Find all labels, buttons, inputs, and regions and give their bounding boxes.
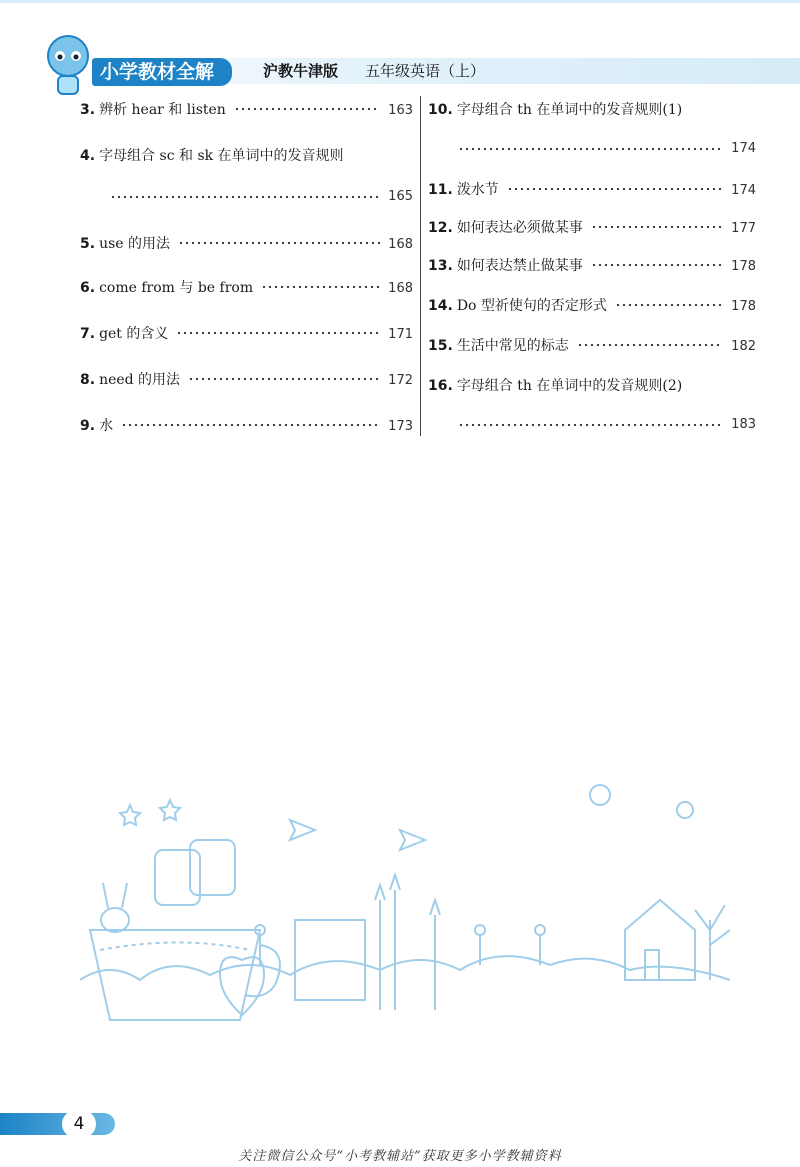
leader-dots bbox=[458, 422, 723, 428]
toc-entry[interactable] bbox=[80, 233, 413, 253]
toc-entry[interactable] bbox=[428, 295, 756, 315]
toc-entry[interactable] bbox=[80, 369, 413, 389]
toc-entry[interactable] bbox=[428, 179, 756, 199]
entry-number: 3. bbox=[80, 102, 96, 118]
entry-title: 如何表达禁止做某事 bbox=[456, 258, 583, 274]
leader-dots bbox=[458, 146, 723, 152]
entry-number: 14. bbox=[428, 298, 453, 314]
toc-entry[interactable] bbox=[428, 255, 756, 275]
toc-entry[interactable] bbox=[428, 375, 756, 395]
edition-label: 沪教牛津版 bbox=[263, 62, 339, 80]
entry-title: get 的含义 bbox=[99, 326, 169, 342]
entry-number: 4. bbox=[80, 148, 96, 164]
entry-page: 173 bbox=[388, 419, 413, 434]
stars-icon bbox=[120, 785, 693, 825]
plane-icon bbox=[290, 820, 425, 850]
entry-number: 13. bbox=[428, 258, 453, 274]
entry-page: 168 bbox=[388, 237, 413, 252]
entry-title: Do 型祈使句的否定形式 bbox=[456, 298, 607, 314]
entry-number: 11. bbox=[428, 182, 453, 198]
header-top-line bbox=[0, 0, 800, 3]
leader-dots bbox=[234, 106, 380, 112]
entry-page: 163 bbox=[388, 103, 413, 118]
leader-dots bbox=[507, 186, 723, 192]
entry-number: 6. bbox=[80, 280, 96, 296]
entry-page: 178 bbox=[731, 259, 756, 274]
entry-number: 5. bbox=[80, 236, 96, 252]
leader-dots bbox=[176, 330, 380, 336]
entry-title: 水 bbox=[99, 418, 114, 434]
toc-entry[interactable] bbox=[80, 145, 413, 165]
footer-band bbox=[0, 1113, 115, 1135]
toc-entry-continuation[interactable] bbox=[428, 417, 756, 432]
toc-entry[interactable] bbox=[80, 277, 413, 297]
column-divider bbox=[420, 96, 421, 436]
entry-title: 字母组合 sc 和 sk 在单词中的发音规则 bbox=[99, 148, 344, 164]
entry-page: 171 bbox=[388, 327, 413, 342]
leader-dots bbox=[591, 224, 723, 230]
page-header bbox=[0, 0, 800, 100]
leader-dots bbox=[178, 240, 380, 246]
entry-number: 7. bbox=[80, 326, 96, 342]
toc-entry[interactable] bbox=[80, 99, 413, 119]
pencils-icon bbox=[295, 875, 440, 1010]
toc-entry-continuation[interactable] bbox=[80, 189, 413, 204]
entry-number: 12. bbox=[428, 220, 453, 236]
entry-number: 9. bbox=[80, 418, 96, 434]
toc-entry[interactable] bbox=[80, 323, 413, 343]
entry-title: 如何表达必须做某事 bbox=[456, 220, 583, 236]
entry-title: 字母组合 th 在单词中的发音规则(1) bbox=[456, 102, 683, 118]
leader-dots bbox=[591, 262, 723, 268]
footer-note: 关注微信公众号“小考教辅站”获取更多小学教辅资料 bbox=[238, 1149, 562, 1164]
entry-title: 生活中常见的标志 bbox=[456, 338, 569, 354]
entry-number: 8. bbox=[80, 372, 96, 388]
entry-page: 174 bbox=[731, 183, 756, 198]
page-number: 4 bbox=[62, 1110, 96, 1138]
entry-title: come from 与 be from bbox=[99, 280, 254, 296]
entry-title: use 的用法 bbox=[99, 236, 170, 252]
leader-dots bbox=[188, 376, 380, 382]
entry-page: 172 bbox=[388, 373, 413, 388]
rabbit-icon bbox=[101, 883, 129, 932]
entry-title: 泼水节 bbox=[456, 182, 499, 198]
entry-page: 182 bbox=[731, 339, 756, 354]
leader-dots bbox=[615, 302, 723, 308]
toc-entry[interactable] bbox=[80, 415, 413, 435]
toc-entry-continuation[interactable] bbox=[428, 141, 756, 156]
grade-label: 五年级英语（上） bbox=[365, 62, 486, 80]
cup-with-letters bbox=[90, 840, 280, 1020]
entry-title: 辨析 hear 和 listen bbox=[99, 102, 226, 118]
entry-page: 178 bbox=[731, 299, 756, 314]
leader-dots bbox=[121, 422, 380, 428]
entry-page: 165 bbox=[388, 189, 413, 204]
entry-page: 177 bbox=[731, 221, 756, 236]
entry-page: 183 bbox=[731, 417, 756, 432]
entry-number: 16. bbox=[428, 378, 453, 394]
mascot-icon bbox=[38, 30, 98, 100]
entry-title: 字母组合 th 在单词中的发音规则(2) bbox=[456, 378, 683, 394]
toc-entry[interactable] bbox=[428, 99, 756, 119]
leader-dots bbox=[261, 284, 380, 290]
toc-entry[interactable] bbox=[428, 217, 756, 237]
entry-page: 174 bbox=[731, 141, 756, 156]
entry-title: need 的用法 bbox=[99, 372, 181, 388]
brand-badge: 小学教材全解 bbox=[92, 58, 232, 86]
flowers-icon bbox=[255, 925, 545, 965]
entry-number: 15. bbox=[428, 338, 453, 354]
cloud-ground bbox=[80, 956, 730, 980]
decorative-illustration bbox=[70, 780, 750, 1080]
leader-dots bbox=[110, 194, 380, 200]
entry-number: 10. bbox=[428, 102, 453, 118]
entry-page: 168 bbox=[388, 281, 413, 296]
leader-dots bbox=[577, 342, 723, 348]
toc-entry[interactable] bbox=[428, 335, 756, 355]
